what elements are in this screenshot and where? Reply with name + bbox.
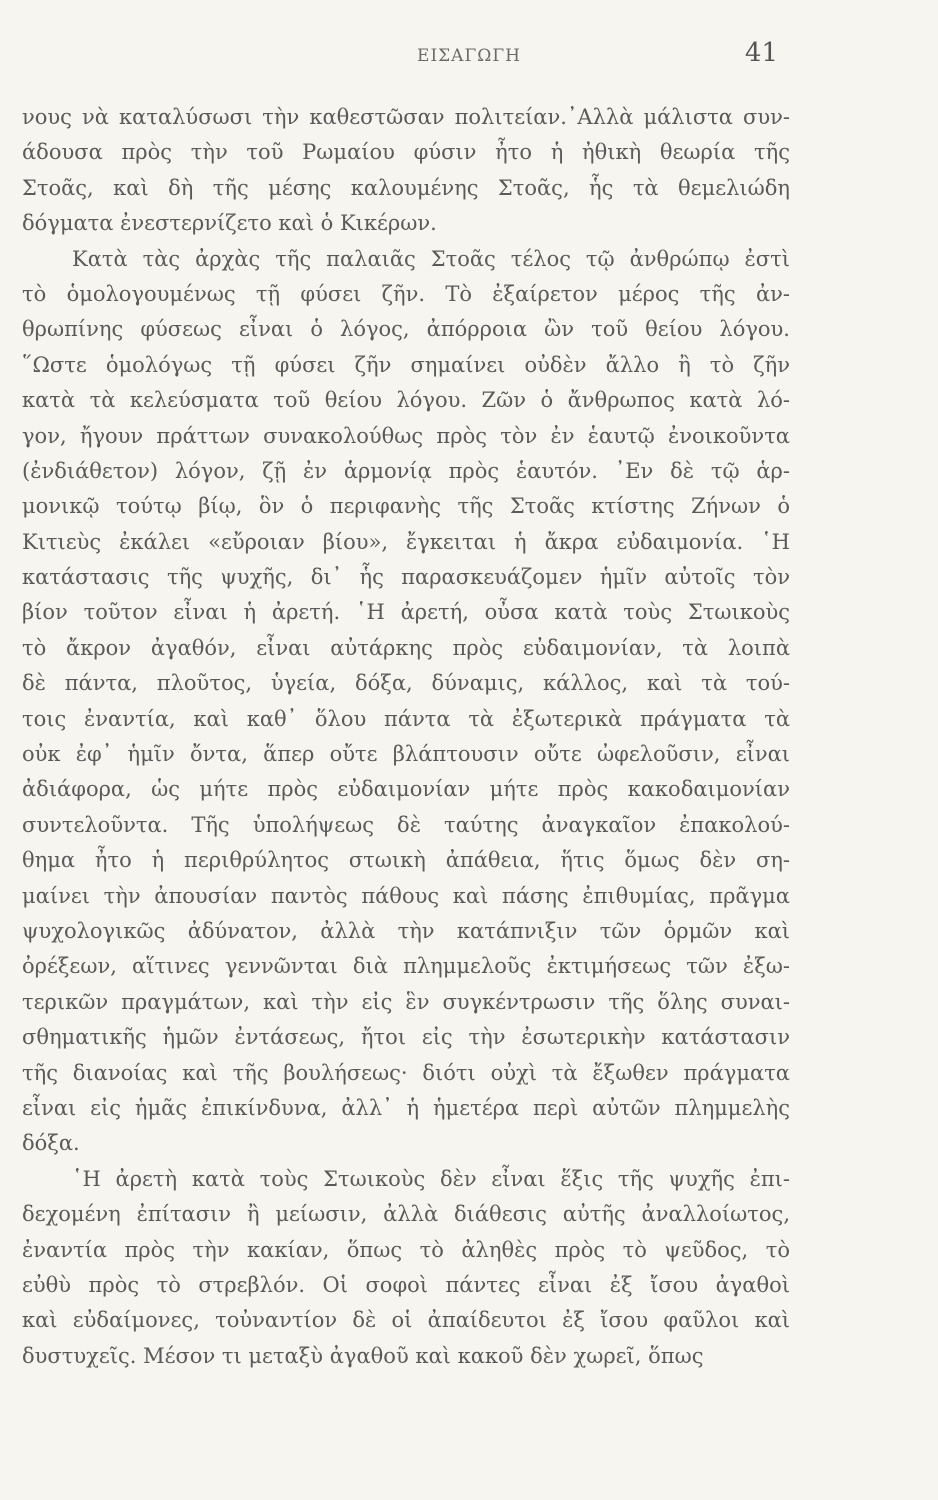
text-line: τὸ ὁμολογουμένως τῇ φύσει ζῆν. Τὸ ἐξαίρετον μέρος τῆς ἀν-: [22, 281, 790, 306]
text-line: ἐναντία πρὸς τὴν κακίαν, ὅπως τὸ ἀληθὲς πρὸς τὸ ψεῦδος, τὸ: [22, 1237, 790, 1262]
text-line: εἶναι εἰς ἡμᾶς ἐπικίνδυνα, ἀλλ᾿ ἡ ἡμετέρα περὶ αὐτῶν πλημμελὴς: [22, 1095, 790, 1120]
text-line: (ἐνδιάθετον) λόγον, ζῇ ἐν ἁρμονίᾳ πρὸς ἑαυτόν. ᾿Εν δὲ τῷ ἁρ-: [22, 458, 790, 483]
text-line: τερικῶν πραγμάτων, καὶ τὴν εἰς ἓν συγκέντρωσιν τῆς ὅλης συναι-: [22, 989, 790, 1014]
text-line: ἀδιάφορα, ὡς μήτε πρὸς εὐδαιμονίαν μήτε πρὸς κακοδαιμονίαν: [22, 777, 790, 802]
text-line: δεχομένη ἐπίτασιν ἢ μείωσιν, ἀλλὰ διάθεσις αὐτῆς ἀναλλοίωτος,: [22, 1202, 790, 1227]
text-line: θρωπίνης φύσεως εἶναι ὁ λόγος, ἀπόρροια ὢν τοῦ θείου λόγου.: [22, 317, 790, 342]
text-line: νους νὰ καταλύσωσι τὴν καθεστῶσαν πολιτείαν.᾿Αλλὰ μάλιστα συν-: [22, 105, 790, 129]
text-line: τὸ ἄκρον ἀγαθόν, εἶναι αὐτάρκης πρὸς εὐδαιμονίαν, τὰ λοιπὰ: [22, 635, 790, 660]
text-line: μαίνει τὴν ἀπουσίαν παντὸς πάθους καὶ πάσης ἐπιθυμίας, πρᾶγμα: [22, 883, 790, 908]
text-line: βίον τοῦτον εἶναι ἡ ἀρετή. ῾Η ἀρετή, οὖσα κατὰ τοὺς Στωικοὺς: [22, 600, 790, 625]
text-line: ὀρέξεων, αἵτινες γεννῶνται διὰ πλημμελοῦς ἐκτιμήσεως τῶν ἐξω-: [22, 954, 790, 979]
text-line: Κατὰ τὰς ἀρχὰς τῆς παλαιᾶς Στοᾶς τέλος τῷ ἀνθρώπῳ ἐστὶ: [72, 246, 790, 271]
text-line: ῾Η ἀρετὴ κατὰ τοὺς Στωικοὺς δὲν εἶναι ἕξις τῆς ψυχῆς ἐπι-: [72, 1166, 790, 1191]
text-line: δόξα.: [22, 1131, 80, 1156]
text-line: μονικῷ τούτῳ βίῳ, ὃν ὁ περιφανὴς τῆς Στοᾶς κτίστης Ζήνων ὁ: [22, 494, 790, 519]
text-line: άδουσα πρὸς τὴν τοῦ Ρωμαίου φύσιν ἦτο ἡ ἠθικὴ θεωρία τῆς: [22, 140, 790, 165]
text-line: εὐθὺ πρὸς τὸ στρεβλόν. Οἱ σοφοὶ πάντες εἶναι ἐξ ἴσου ἀγαθοὶ: [22, 1272, 790, 1297]
text-line: καὶ εὐδαίμονες, τοὐναντίον δὲ οἱ ἀπαίδευτοι ἐξ ἴσου φαῦλοι καὶ: [22, 1308, 790, 1333]
text-line: οὐκ ἐφ᾿ ἡμῖν ὄντα, ἅπερ οὔτε βλάπτουσιν οὔτε ὠφελοῦσιν, εἶναι: [22, 742, 790, 767]
text-line: συντελοῦντα. Τῆς ὑπολήψεως δὲ ταύτης ἀναγκαῖον ἐπακολού-: [22, 812, 790, 837]
text-line: δυστυχεῖς. Μέσον τι μεταξὺ ἀγαθοῦ καὶ κακοῦ δὲν χωρεῖ, ὅπως: [22, 1343, 704, 1368]
text-line: Κιτιεὺς ἐκάλει «εὔροιαν βίου», ἔγκειται ἡ ἄκρα εὐδαιμονία. ῾Η: [22, 529, 790, 554]
text-line: δόγματα ἐνεστερνίζετο καὶ ὁ Κικέρων.: [22, 211, 437, 236]
text-line: ψυχολογικῶς ἀδύνατον, ἀλλὰ τὴν κατάπνιξιν τῶν ὁρμῶν καὶ: [22, 918, 790, 943]
text-line: ῞Ωστε ὁμολόγως τῇ φύσει ζῆν σημαίνει οὐδὲν ἄλλο ἢ τὸ ζῆν: [22, 352, 790, 377]
body-text: [22, 100, 790, 1374]
running-header: ΕΙΣΑΓΩΓΗ: [417, 46, 521, 66]
text-line: κατάστασις τῆς ψυχῆς, δι᾿ ἧς παρασκευάζομεν ἡμῖν αὐτοῖς τὸν: [22, 565, 790, 590]
text-line: θημα ἦτο ἡ περιθρύλητος στωικὴ ἀπάθεια, ἥτις ὅμως δὲν ση-: [22, 848, 790, 873]
text-line: γον, ἤγουν πράττων συνακολούθως πρὸς τὸν ἐν ἑαυτῷ ἐνοικοῦντα: [22, 423, 790, 448]
text-line: σθηματικῆς ἡμῶν ἐντάσεως, ἤτοι εἰς τὴν ἐσωτερικὴν κατάστασιν: [22, 1025, 790, 1050]
page-number: 41: [744, 38, 778, 68]
text-line: τοις ἐναντία, καὶ καθ᾿ ὅλου πάντα τὰ ἐξωτερικὰ πράγματα τὰ: [22, 706, 790, 731]
text-line: κατὰ τὰ κελεύσματα τοῦ θείου λόγου. Ζῶν ὁ ἄνθρωπος κατὰ λό-: [22, 388, 790, 413]
text-line: τῆς διανοίας καὶ τῆς βουλήσεως· διότι οὐχὶ τὰ ἔξωθεν πράγματα: [22, 1060, 790, 1085]
text-line: Στοᾶς, καὶ δὴ τῆς μέσης καλουμένης Στοᾶς, ἧς τὰ θεμελιώδη: [22, 175, 790, 200]
text-line: δὲ πάντα, πλοῦτος, ὑγεία, δόξα, δύναμις, κάλλος, καὶ τὰ τού-: [22, 671, 790, 696]
